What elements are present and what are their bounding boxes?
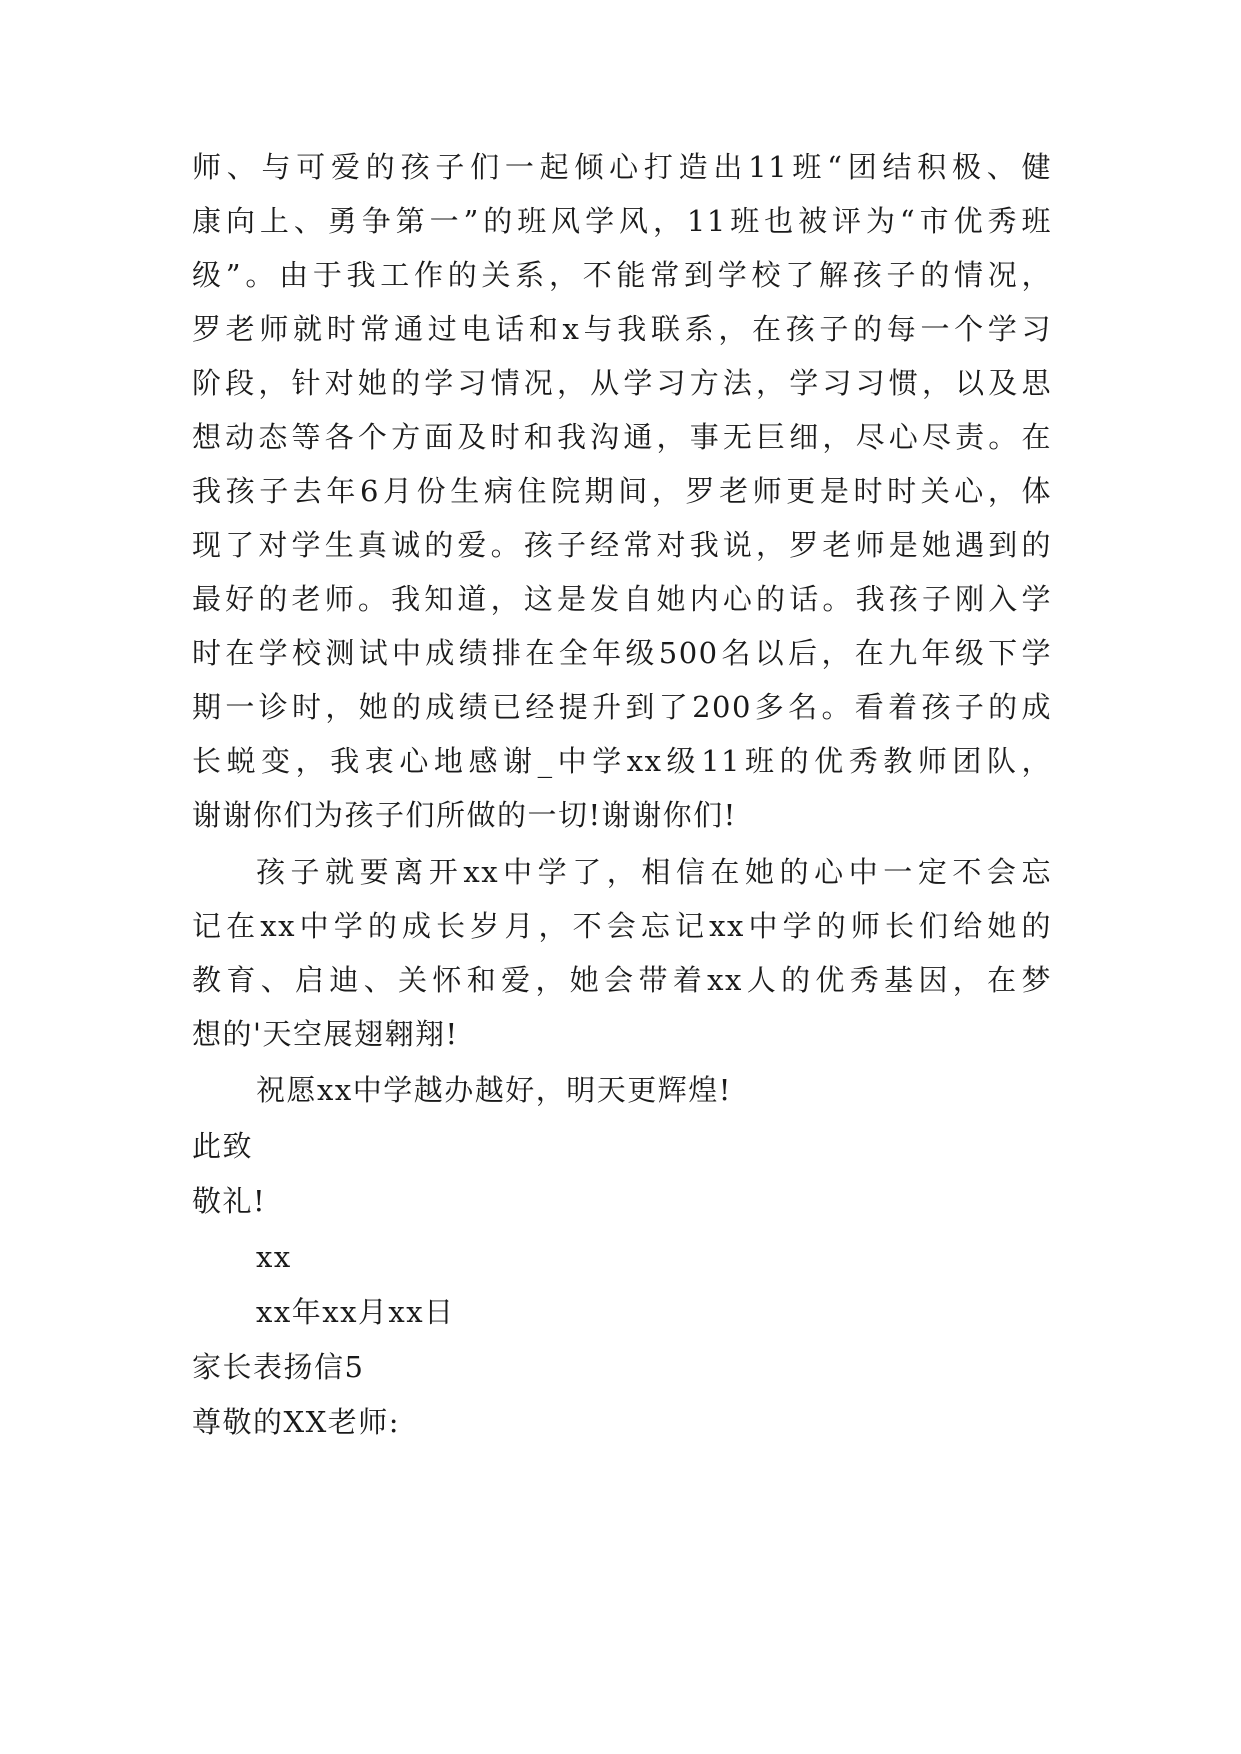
body-line: 阶段，针对她的学习情况，从学习方法，学习习惯，以及思 [192,366,1052,400]
section-title: 家长表扬信5 [192,1350,365,1384]
paragraph-line: 孩子就要离开xx中学了，相信在她的心中一定不会忘 [256,855,1052,889]
closing-line: 敬礼! [192,1184,267,1218]
paragraph-line: 教育、启迪、关怀和爱，她会带着xx人的优秀基因，在梦 [192,963,1052,997]
wish-line: 祝愿xx中学越办越好，明天更辉煌! [256,1073,732,1107]
date-line: xx年xx月xx日 [256,1295,455,1329]
body-line: 时在学校测试中成绩排在全年级500名以后，在九年级下学 [192,636,1052,670]
body-line: 谢谢你们为孩子们所做的一切!谢谢你们! [192,798,737,832]
body-line: 长蜕变，我衷心地感谢_中学xx级11班的优秀教师团队， [192,744,1052,778]
body-line: 级”。由于我工作的关系，不能常到学校了解孩子的情况， [192,258,1052,292]
body-line: 想动态等各个方面及时和我沟通，事无巨细，尽心尽责。在 [192,420,1052,454]
closing-line: 此致 [192,1129,254,1163]
body-line: 我孩子去年6月份生病住院期间，罗老师更是时时关心，体 [192,474,1052,508]
body-line: 罗老师就时常通过电话和x与我联系，在孩子的每一个学习 [192,312,1052,346]
signature: xx [256,1240,292,1274]
salutation: 尊敬的XX老师: [192,1405,401,1439]
paragraph-line: 记在xx中学的成长岁月，不会忘记xx中学的师长们给她的 [192,909,1052,943]
body-line: 现了对学生真诚的爱。孩子经常对我说，罗老师是她遇到的 [192,528,1052,562]
body-line: 师、与可爱的孩子们一起倾心打造出11班“团结积极、健 [192,150,1052,184]
body-line: 期一诊时，她的成绩已经提升到了200多名。看着孩子的成 [192,690,1052,724]
body-line: 康向上、勇争第一”的班风学风，11班也被评为“市优秀班 [192,204,1052,238]
body-line: 最好的老师。我知道，这是发自她内心的话。我孩子刚入学 [192,582,1052,616]
paragraph-line: 想的'天空展翅翱翔! [192,1017,459,1051]
